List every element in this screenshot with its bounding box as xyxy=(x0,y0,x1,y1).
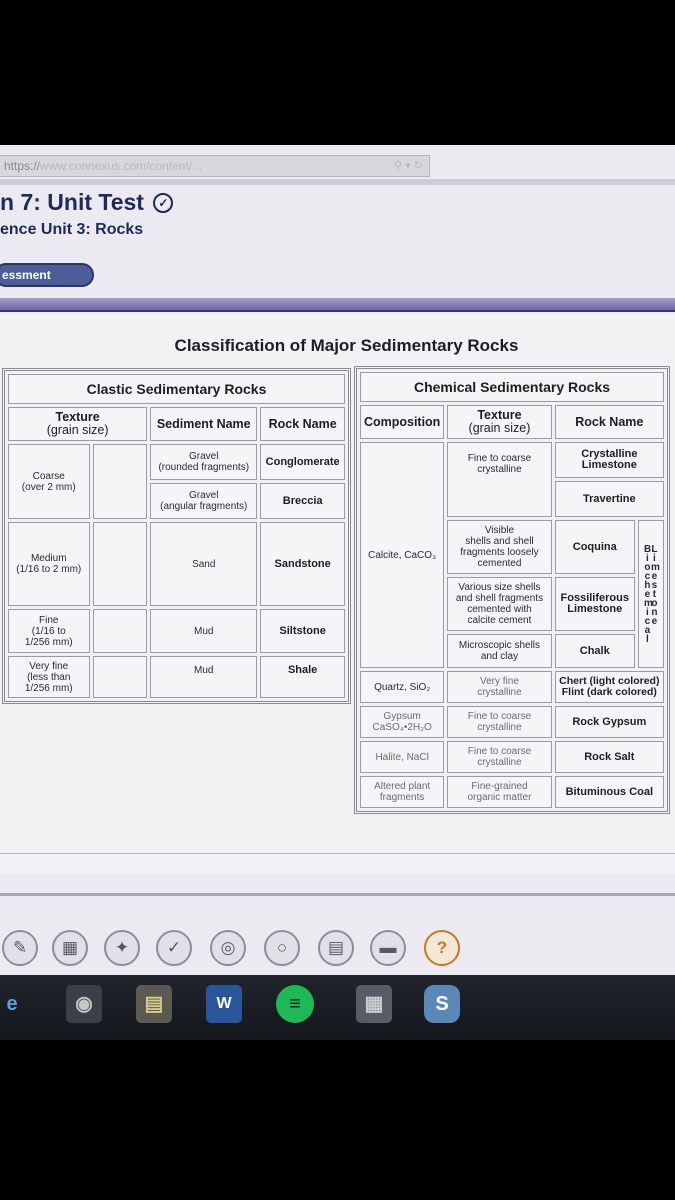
texture-very-fine xyxy=(447,671,551,703)
chrome-icon[interactable]: ◉ xyxy=(66,985,102,1023)
crystalline-l1: Crystalline xyxy=(581,448,638,460)
skype-icon[interactable]: S xyxy=(424,985,460,1023)
shells-loose-1: Visible xyxy=(484,525,515,536)
checklist-icon[interactable]: ✓ xyxy=(156,930,192,966)
header-banner xyxy=(0,298,675,312)
taskbar xyxy=(0,975,675,1040)
texture-fine-coarse-1 xyxy=(447,442,551,517)
gravel-rounded xyxy=(150,444,257,480)
sediment-mud-1: Mud xyxy=(150,609,257,653)
shells-loose-4: cemented xyxy=(477,558,522,569)
vfine-sub1: (less than xyxy=(27,671,71,683)
search-icon[interactable]: ⚲ ▾ ↻ xyxy=(394,160,423,172)
footer-divider xyxy=(0,893,675,896)
rock-chalk: Chalk xyxy=(555,634,635,668)
notepad-icon[interactable]: ▤ xyxy=(318,930,354,966)
col-chem-texture xyxy=(447,405,551,439)
test-title-text: n 7: Unit Test xyxy=(0,189,144,215)
address-bar[interactable] xyxy=(0,155,430,177)
col-texture xyxy=(8,407,147,441)
fine-sub2: 1/256 mm) xyxy=(24,636,73,648)
altered-2: fragments xyxy=(379,792,425,803)
fine-coarse-1a: Fine to coarse xyxy=(467,453,532,464)
vfine-sub2: 1/256 mm) xyxy=(24,682,73,694)
clastic-heading: Clastic Sedimentary Rocks xyxy=(8,374,345,404)
clastic-table xyxy=(2,368,351,704)
assessment-button[interactable]: essment xyxy=(0,263,94,287)
organic-2: organic matter xyxy=(467,792,532,803)
fossiliferous-2: Limestone xyxy=(567,603,623,615)
texture-fine-coarse-3 xyxy=(447,741,551,773)
sediment-mud-2: Mud xyxy=(150,656,257,698)
chem-texture-sub: (grain size) xyxy=(468,421,531,435)
micro-1: Microscopic shells xyxy=(458,640,541,651)
gravel-angular xyxy=(150,483,257,519)
coarse-texture xyxy=(8,444,90,519)
medium-texture xyxy=(8,522,90,606)
blank-tool-icon[interactable]: ○ xyxy=(264,930,300,966)
texture-organic xyxy=(447,776,551,808)
rock-crystalline-limestone xyxy=(555,442,664,478)
word-icon[interactable]: W xyxy=(206,985,242,1023)
col-texture-sub: (grain size) xyxy=(46,423,109,437)
texture-shells-various xyxy=(447,577,551,631)
unit-subtitle: ence Unit 3: Rocks xyxy=(0,221,144,238)
flint-label: Flint (dark colored) xyxy=(561,686,657,698)
browser-strip xyxy=(0,179,675,185)
texture-fine-coarse-2 xyxy=(447,706,551,738)
file-explorer-icon[interactable]: ▤ xyxy=(136,985,172,1023)
vfine-label: Very fine xyxy=(29,660,69,672)
fine-coarse-2a: Fine to coarse xyxy=(467,711,532,722)
question-content xyxy=(0,314,675,874)
coarse-grain-image xyxy=(93,444,148,519)
col-texture-label: Texture xyxy=(55,410,100,424)
chemical-table xyxy=(354,366,670,814)
gravel-rounded-label: Gravel xyxy=(189,451,219,462)
fine-coarse-2b: crystalline xyxy=(477,722,522,733)
col-composition: Composition xyxy=(360,405,444,439)
very-fine-2: crystalline xyxy=(477,687,522,698)
gravel-angular-sub: (angular fragments) xyxy=(160,501,248,512)
medium-grain-image xyxy=(93,522,148,606)
composition-quartz: Quartz, SiO₂ xyxy=(360,671,444,703)
fine-texture xyxy=(8,609,90,653)
url-rest: www.connexus.com/content/... xyxy=(40,159,203,173)
vertical-limestone: Limestone xyxy=(650,543,660,627)
rock-sandstone: Sandstone xyxy=(260,522,345,606)
chem-texture-label: Texture xyxy=(477,408,522,422)
coarse-sub: (over 2 mm) xyxy=(21,481,76,493)
medium-label: Medium xyxy=(30,553,67,564)
shells-var-4: calcite cement xyxy=(467,615,532,626)
figure-title: Classification of Major Sedimentary Rocks xyxy=(174,336,519,355)
col-sediment: Sediment Name xyxy=(150,407,257,441)
very-fine-1: Very fine xyxy=(479,676,519,687)
calculator-app-icon[interactable]: ▦ xyxy=(356,985,392,1023)
coarse-label: Coarse xyxy=(32,470,65,482)
rock-fossiliferous-limestone xyxy=(555,577,635,631)
calculator-icon[interactable]: ▦ xyxy=(52,930,88,966)
vfine-grain-image xyxy=(93,656,148,698)
fine-coarse-3a: Fine to coarse xyxy=(467,746,532,757)
composition-gypsum xyxy=(360,706,444,738)
pin-icon[interactable]: ✦ xyxy=(104,930,140,966)
crystalline-l2: Limestone xyxy=(581,459,637,471)
fine-label: Fine xyxy=(39,614,59,626)
rock-salt: Rock Salt xyxy=(555,741,664,773)
divider xyxy=(0,853,675,854)
rock-chert-flint xyxy=(555,671,664,703)
chemical-heading: Chemical Sedimentary Rocks xyxy=(360,372,664,402)
sediment-sand: Sand xyxy=(150,522,257,606)
col-rock: Rock Name xyxy=(260,407,345,441)
texture-microscopic xyxy=(447,634,551,668)
composition-calcite: Calcite, CaCO₃ xyxy=(360,442,444,668)
gypsum-2: CaSO₄•2H₂O xyxy=(372,722,432,733)
spotify-icon[interactable]: ≡ xyxy=(276,985,314,1023)
info-icon[interactable]: ✓ xyxy=(153,193,173,213)
rock-coquina: Coquina xyxy=(555,520,635,574)
altered-1: Altered plant xyxy=(374,781,431,792)
fine-grain-image xyxy=(93,609,148,653)
eraser-icon[interactable]: ▬ xyxy=(370,930,406,966)
browser-window xyxy=(0,145,675,1040)
medium-sub: (1/16 to 2 mm) xyxy=(16,564,82,575)
fine-coarse-3b: crystalline xyxy=(477,757,522,768)
toolbar xyxy=(0,930,675,970)
rock-travertine: Travertine xyxy=(555,481,664,517)
shells-var-3: cemented with xyxy=(467,604,532,615)
highlighter-icon[interactable]: ✎ xyxy=(2,930,38,966)
shells-var-2: and shell fragments xyxy=(455,593,544,604)
shells-var-1: Various size shells xyxy=(458,582,541,593)
shells-loose-2: shells and shell xyxy=(465,536,534,547)
help-icon[interactable]: ? xyxy=(424,930,460,966)
texture-shells-loose xyxy=(447,520,551,574)
rock-breccia: Breccia xyxy=(260,483,345,519)
target-icon[interactable]: ◎ xyxy=(210,930,246,966)
rock-gypsum: Rock Gypsum xyxy=(555,706,664,738)
gravel-rounded-sub: (rounded fragments) xyxy=(158,462,250,473)
biochemical-limestone-label xyxy=(638,520,664,668)
rock-bituminous-coal: Bituminous Coal xyxy=(555,776,664,808)
url-prefix: https:// xyxy=(4,159,41,173)
composition-altered-plant xyxy=(360,776,444,808)
rock-shale: Shale xyxy=(260,656,345,698)
col-chem-rock: Rock Name xyxy=(555,405,664,439)
gravel-angular-label: Gravel xyxy=(189,490,219,501)
ie-icon[interactable]: e xyxy=(6,993,18,1015)
fossiliferous-1: Fossiliferous xyxy=(560,592,629,604)
vfine-texture xyxy=(8,656,90,698)
vertical-biochemical: Biochemical xyxy=(643,543,653,645)
shells-loose-3: fragments loosely xyxy=(460,547,539,558)
page-title xyxy=(0,189,173,216)
fine-sub1: (1/16 to xyxy=(31,625,66,637)
composition-halite: Halite, NaCl xyxy=(360,741,444,773)
organic-1: Fine-grained xyxy=(471,781,528,792)
micro-2: and clay xyxy=(480,651,519,662)
rock-conglomerate: Conglomerate xyxy=(260,444,345,480)
rock-siltstone: Siltstone xyxy=(260,609,345,653)
fine-coarse-1b: crystalline xyxy=(477,464,522,475)
gypsum-1: Gypsum xyxy=(383,711,421,722)
chert-label: Chert (light colored) xyxy=(559,675,660,687)
